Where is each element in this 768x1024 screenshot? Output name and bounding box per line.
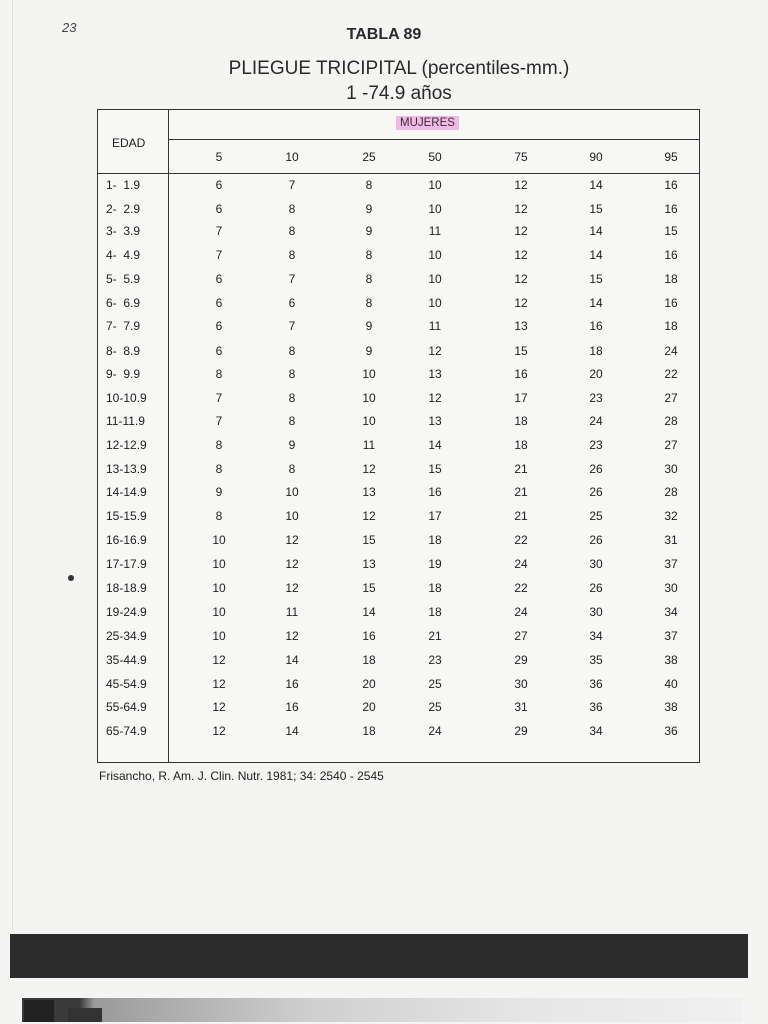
percentile-value-cell: 12 xyxy=(514,248,528,262)
percentile-value-cell: 26 xyxy=(589,533,603,547)
percentile-value-cell: 15 xyxy=(589,202,603,216)
percentile-value-cell: 10 xyxy=(362,391,376,405)
percentile-value-cell: 12 xyxy=(212,724,226,738)
table-row xyxy=(98,224,699,244)
percentile-value-cell: 11 xyxy=(428,319,442,333)
percentile-value-cell: 6 xyxy=(215,296,223,310)
percentile-value-cell: 8 xyxy=(215,509,223,523)
table-row xyxy=(98,557,699,577)
scan-dark-band xyxy=(10,934,748,978)
percentile-value-cell: 10 xyxy=(212,581,226,595)
percentile-value-cell: 16 xyxy=(664,248,678,262)
percentile-value-cell: 14 xyxy=(428,438,442,452)
percentile-value-cell: 18 xyxy=(428,605,442,619)
percentile-value-cell: 8 xyxy=(288,414,296,428)
percentile-value-cell: 13 xyxy=(514,319,528,333)
percentile-value-cell: 20 xyxy=(362,677,376,691)
percentile-value-cell: 8 xyxy=(288,344,296,358)
percentile-value-cell: 38 xyxy=(664,700,678,714)
percentile-value-cell: 30 xyxy=(589,557,603,571)
percentile-value-cell: 34 xyxy=(664,605,678,619)
percentile-value-cell: 9 xyxy=(288,438,296,452)
percentile-value-cell: 20 xyxy=(362,700,376,714)
table-row xyxy=(98,700,699,720)
table-row xyxy=(98,319,699,339)
percentile-value-cell: 30 xyxy=(589,605,603,619)
percentile-value-cell: 8 xyxy=(288,202,296,216)
percentile-value-cell: 15 xyxy=(428,462,442,476)
percentile-value-cell: 6 xyxy=(215,178,223,192)
percentile-value-cell: 23 xyxy=(589,391,603,405)
percentile-value-cell: 29 xyxy=(514,724,528,738)
percentile-value-cell: 16 xyxy=(589,319,603,333)
percentile-value-cell: 9 xyxy=(365,202,373,216)
percentile-value-cell: 6 xyxy=(215,272,223,286)
age-range-cell: 45-54.9 xyxy=(106,677,147,691)
table-row xyxy=(98,202,699,222)
percentile-value-cell: 12 xyxy=(285,557,299,571)
percentile-value-cell: 15 xyxy=(362,581,376,595)
percentile-value-cell: 23 xyxy=(589,438,603,452)
percentile-value-cell: 37 xyxy=(664,629,678,643)
percentile-value-cell: 15 xyxy=(362,533,376,547)
percentile-value-cell: 6 xyxy=(215,344,223,358)
percentile-header: 75 xyxy=(514,150,528,164)
age-range-cell: 18-18.9 xyxy=(106,581,147,595)
percentile-value-cell: 24 xyxy=(514,557,528,571)
percentile-value-cell: 16 xyxy=(664,178,678,192)
percentile-value-cell: 13 xyxy=(362,485,376,499)
percentile-value-cell: 7 xyxy=(215,414,223,428)
percentile-value-cell: 23 xyxy=(428,653,442,667)
percentile-value-cell: 14 xyxy=(362,605,376,619)
percentile-value-cell: 7 xyxy=(288,178,296,192)
percentile-value-cell: 12 xyxy=(514,272,528,286)
percentile-value-cell: 8 xyxy=(215,462,223,476)
percentile-value-cell: 26 xyxy=(589,485,603,499)
percentile-value-cell: 40 xyxy=(664,677,678,691)
percentile-value-cell: 15 xyxy=(514,344,528,358)
percentile-value-cell: 27 xyxy=(664,438,678,452)
percentile-value-cell: 14 xyxy=(589,224,603,238)
table-row xyxy=(98,629,699,649)
percentile-value-cell: 18 xyxy=(664,272,678,286)
table-row xyxy=(98,248,699,268)
table-row xyxy=(98,438,699,458)
percentile-value-cell: 12 xyxy=(514,202,528,216)
percentile-value-cell: 14 xyxy=(589,178,603,192)
percentile-header: 90 xyxy=(589,150,603,164)
percentile-value-cell: 24 xyxy=(664,344,678,358)
percentile-value-cell: 32 xyxy=(664,509,678,523)
percentile-value-cell: 8 xyxy=(288,367,296,381)
percentile-value-cell: 31 xyxy=(514,700,528,714)
percentile-value-cell: 12 xyxy=(428,391,442,405)
percentile-value-cell: 35 xyxy=(589,653,603,667)
percentile-value-cell: 15 xyxy=(589,272,603,286)
percentile-value-cell: 12 xyxy=(428,344,442,358)
percentile-value-cell: 24 xyxy=(428,724,442,738)
percentile-value-cell: 12 xyxy=(285,533,299,547)
percentile-value-cell: 10 xyxy=(212,533,226,547)
percentile-value-cell: 37 xyxy=(664,557,678,571)
percentile-value-cell: 16 xyxy=(362,629,376,643)
percentile-header: 5 xyxy=(215,150,223,164)
age-range-cell: 15-15.9 xyxy=(106,509,147,523)
percentile-value-cell: 11 xyxy=(428,224,442,238)
age-range-cell: 19-24.9 xyxy=(106,605,147,619)
age-range-cell: 5- 5.9 xyxy=(106,272,141,286)
scan-bottom-strip xyxy=(22,998,742,1022)
percentile-table xyxy=(97,109,700,763)
percentile-value-cell: 8 xyxy=(288,391,296,405)
percentile-value-cell: 27 xyxy=(664,391,678,405)
percentile-value-cell: 8 xyxy=(365,248,373,262)
percentile-value-cell: 18 xyxy=(362,653,376,667)
age-header-cell xyxy=(98,110,169,174)
percentile-value-cell: 9 xyxy=(365,224,373,238)
table-row xyxy=(98,367,699,387)
percentile-value-cell: 21 xyxy=(514,462,528,476)
percentile-value-cell: 10 xyxy=(212,557,226,571)
percentile-value-cell: 30 xyxy=(664,581,678,595)
percentile-value-cell: 10 xyxy=(212,605,226,619)
percentile-value-cell: 34 xyxy=(589,724,603,738)
percentile-header: 10 xyxy=(285,150,299,164)
percentile-value-cell: 8 xyxy=(365,296,373,310)
percentile-value-cell: 38 xyxy=(664,653,678,667)
table-title: TABLA 89 xyxy=(346,26,422,43)
percentile-value-cell: 18 xyxy=(664,319,678,333)
age-range-cell: 11-11.9 xyxy=(106,414,145,428)
age-header: EDAD xyxy=(112,136,146,150)
percentile-value-cell: 18 xyxy=(362,724,376,738)
table-row xyxy=(98,653,699,673)
group-header-divider xyxy=(168,139,699,140)
percentile-value-cell: 16 xyxy=(664,202,678,216)
percentile-value-cell: 11 xyxy=(285,605,299,619)
percentile-value-cell: 10 xyxy=(428,202,442,216)
percentile-value-cell: 14 xyxy=(589,296,603,310)
table-row xyxy=(98,724,699,744)
age-range-cell: 16-16.9 xyxy=(106,533,147,547)
percentile-value-cell: 8 xyxy=(215,367,223,381)
percentile-value-cell: 12 xyxy=(362,462,376,476)
percentile-value-cell: 8 xyxy=(288,248,296,262)
age-range-cell: 4- 4.9 xyxy=(106,248,141,262)
percentile-value-cell: 16 xyxy=(514,367,528,381)
age-range-cell: 1- 1.9 xyxy=(106,178,141,192)
percentile-value-cell: 16 xyxy=(285,700,299,714)
percentile-value-cell: 7 xyxy=(215,224,223,238)
percentile-value-cell: 21 xyxy=(514,509,528,523)
age-range-cell: 6- 6.9 xyxy=(106,296,141,310)
percentile-value-cell: 25 xyxy=(589,509,603,523)
percentile-value-cell: 26 xyxy=(589,581,603,595)
percentile-value-cell: 34 xyxy=(589,629,603,643)
percentile-value-cell: 15 xyxy=(664,224,678,238)
age-range-cell: 2- 2.9 xyxy=(106,202,141,216)
table-row xyxy=(98,581,699,601)
table-row xyxy=(98,272,699,292)
group-header-mujeres: MUJERES xyxy=(396,116,459,130)
percentile-value-cell: 12 xyxy=(212,700,226,714)
percentile-value-cell: 36 xyxy=(589,677,603,691)
percentile-value-cell: 10 xyxy=(362,414,376,428)
age-range-cell: 25-34.9 xyxy=(106,629,147,643)
percentile-value-cell: 7 xyxy=(288,272,296,286)
percentile-value-cell: 10 xyxy=(285,509,299,523)
percentile-value-cell: 8 xyxy=(215,438,223,452)
page-margin-shadow xyxy=(12,0,13,930)
age-range-cell: 10-10.9 xyxy=(106,391,147,405)
table-row xyxy=(98,462,699,482)
percentile-value-cell: 22 xyxy=(514,533,528,547)
percentile-value-cell: 8 xyxy=(288,462,296,476)
table-row xyxy=(98,509,699,529)
percentile-value-cell: 22 xyxy=(664,367,678,381)
percentile-value-cell: 10 xyxy=(285,485,299,499)
percentile-value-cell: 13 xyxy=(362,557,376,571)
table-subtitle: PLIEGUE TRICIPITAL (percentiles-mm.) xyxy=(228,58,570,79)
percentile-value-cell: 28 xyxy=(664,414,678,428)
percentile-value-cell: 16 xyxy=(285,677,299,691)
percentile-value-cell: 24 xyxy=(514,605,528,619)
percentile-value-cell: 14 xyxy=(285,653,299,667)
percentile-value-cell: 31 xyxy=(664,533,678,547)
percentile-value-cell: 13 xyxy=(428,414,442,428)
age-range-cell: 13-13.9 xyxy=(106,462,147,476)
table-age-range: 1 -74.9 años xyxy=(346,83,452,104)
age-range-cell: 17-17.9 xyxy=(106,557,147,571)
percentile-value-cell: 10 xyxy=(212,629,226,643)
margin-dot xyxy=(68,575,74,581)
percentile-value-cell: 36 xyxy=(589,700,603,714)
percentile-value-cell: 18 xyxy=(428,533,442,547)
percentile-value-cell: 14 xyxy=(589,248,603,262)
percentile-value-cell: 30 xyxy=(514,677,528,691)
scan-bottom-block xyxy=(68,1008,102,1022)
percentile-value-cell: 19 xyxy=(428,557,442,571)
percentile-value-cell: 30 xyxy=(664,462,678,476)
percentile-value-cell: 26 xyxy=(589,462,603,476)
header-divider xyxy=(98,173,699,174)
table-row xyxy=(98,533,699,553)
scan-bottom-block xyxy=(24,1000,54,1022)
percentile-value-cell: 27 xyxy=(514,629,528,643)
age-range-cell: 12-12.9 xyxy=(106,438,147,452)
percentile-value-cell: 10 xyxy=(428,272,442,286)
percentile-value-cell: 18 xyxy=(514,438,528,452)
percentile-value-cell: 12 xyxy=(212,677,226,691)
percentile-value-cell: 8 xyxy=(365,178,373,192)
percentile-value-cell: 8 xyxy=(288,224,296,238)
percentile-value-cell: 12 xyxy=(285,581,299,595)
table-row xyxy=(98,178,699,198)
percentile-value-cell: 25 xyxy=(428,677,442,691)
percentile-header: 50 xyxy=(428,150,442,164)
percentile-header: 25 xyxy=(362,150,376,164)
table-row xyxy=(98,391,699,411)
percentile-value-cell: 24 xyxy=(589,414,603,428)
percentile-value-cell: 10 xyxy=(428,248,442,262)
percentile-header: 95 xyxy=(664,150,678,164)
age-range-cell: 35-44.9 xyxy=(106,653,147,667)
percentile-value-cell: 17 xyxy=(428,509,442,523)
percentile-value-cell: 18 xyxy=(589,344,603,358)
percentile-value-cell: 13 xyxy=(428,367,442,381)
percentile-value-cell: 28 xyxy=(664,485,678,499)
percentile-value-cell: 8 xyxy=(365,272,373,286)
percentile-value-cell: 7 xyxy=(288,319,296,333)
percentile-value-cell: 7 xyxy=(215,391,223,405)
percentile-value-cell: 14 xyxy=(285,724,299,738)
table-row xyxy=(98,677,699,697)
percentile-value-cell: 18 xyxy=(514,414,528,428)
percentile-value-cell: 29 xyxy=(514,653,528,667)
age-range-cell: 7- 7.9 xyxy=(106,319,141,333)
percentile-value-cell: 12 xyxy=(514,224,528,238)
age-range-cell: 8- 8.9 xyxy=(106,344,141,358)
percentile-value-cell: 16 xyxy=(664,296,678,310)
percentile-value-cell: 11 xyxy=(362,438,376,452)
source-citation: Frisancho, R. Am. J. Clin. Nutr. 1981; 34: 2540 - 2545 xyxy=(99,769,384,783)
percentile-value-cell: 12 xyxy=(212,653,226,667)
age-range-cell: 9- 9.9 xyxy=(106,367,141,381)
table-row xyxy=(98,485,699,505)
table-row xyxy=(98,296,699,316)
table-row xyxy=(98,344,699,364)
percentile-value-cell: 17 xyxy=(514,391,528,405)
percentile-value-cell: 25 xyxy=(428,700,442,714)
percentile-value-cell: 12 xyxy=(514,296,528,310)
percentile-value-cell: 12 xyxy=(514,178,528,192)
percentile-value-cell: 18 xyxy=(428,581,442,595)
percentile-value-cell: 10 xyxy=(428,178,442,192)
table-row xyxy=(98,414,699,434)
age-range-cell: 14-14.9 xyxy=(106,485,147,499)
age-range-cell: 55-64.9 xyxy=(106,700,147,714)
percentile-value-cell: 21 xyxy=(514,485,528,499)
percentile-value-cell: 10 xyxy=(362,367,376,381)
percentile-value-cell: 16 xyxy=(428,485,442,499)
percentile-value-cell: 9 xyxy=(215,485,223,499)
page-number: 23 xyxy=(62,20,77,35)
table-row xyxy=(98,605,699,625)
age-range-cell: 3- 3.9 xyxy=(106,224,141,238)
age-range-cell: 65-74.9 xyxy=(106,724,147,738)
percentile-value-cell: 6 xyxy=(215,202,223,216)
percentile-value-cell: 12 xyxy=(362,509,376,523)
percentile-value-cell: 12 xyxy=(285,629,299,643)
percentile-value-cell: 21 xyxy=(428,629,442,643)
percentile-value-cell: 6 xyxy=(215,319,223,333)
percentile-value-cell: 10 xyxy=(428,296,442,310)
percentile-value-cell: 36 xyxy=(664,724,678,738)
percentile-value-cell: 22 xyxy=(514,581,528,595)
percentile-value-cell: 20 xyxy=(589,367,603,381)
percentile-value-cell: 7 xyxy=(215,248,223,262)
percentile-value-cell: 9 xyxy=(365,319,373,333)
percentile-value-cell: 9 xyxy=(365,344,373,358)
percentile-value-cell: 6 xyxy=(288,296,296,310)
